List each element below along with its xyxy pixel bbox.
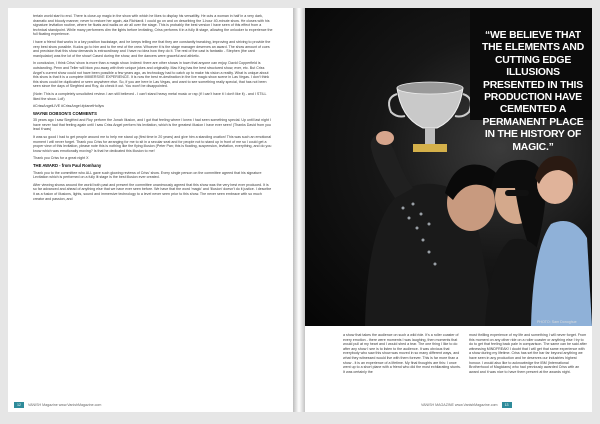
page-number: 12 xyxy=(14,402,24,408)
right-column-1 xyxy=(343,333,461,377)
magazine-spine xyxy=(293,8,305,412)
paragraph: It was so good I had to get people around me to help me stand up (first time in 20 years) and give him a standing ovation! This was such an emotional moment I will never forget. Thank you Criss for arranging for me to sit in a secular seat and for people not to stand up in front of me so I could get a proper view of this levitation, please note this is nothing like the flying illusion (Peter Pan; this is floating, suspension, levitation, everything, and do you know which was emotionally moving? Is that he dedicated this illusion to me! xyxy=(33,135,272,153)
left-footer xyxy=(14,402,101,408)
hashtags: #CrissAngelLIVE #CrissAngel #planetHollyw xyxy=(33,104,104,109)
footer-text: VANISH Magazine www.VanishMagazine.com xyxy=(28,403,102,407)
pull-quote: “WE BELIEVE THAT THE ELEMENTS AND CUTTING EDGE ILLUSIONS PRESENTED IN THIS PRODUCTION HAVE CEMENTED A PERMANENT PLACE IN THE HISTORY OF MAGIC.” xyxy=(481,30,585,153)
footer-text: VANISH MAGAZINE www.VanishMagazine.com xyxy=(421,403,498,407)
photo-criss-angel-trophy xyxy=(305,8,592,326)
paragraph: In conclusion, I think Criss' show is more than a magic show. Indeed: there are other shows in town that anyone can enjoy. David Copperfield is outstanding. Penn and Teller will blow you away with their unique jokes and originality. Mac King has the best structured show, ever, etc. But Criss Angel's current show could not have been possible a few years ago, as technology had to catch up to make his vision a reality. What is unique about this show is that it is a complete IMMERSIVE EXPERIENCE. It is now the best re-destination in the live magic show scene in Las Vegas. I don't think this show could be duplicated or seen anywhere else. So, if you are here in Las Vegas, and want to see something really special, that has not been seen since the days of Siegfried and Roy, do check it out. You won't be disappointed. xyxy=(33,61,270,89)
trophy-icon xyxy=(389,82,471,152)
paragraph: most thrilling experience of my life and something I will never forget. From this moment on any other ride on a roller coaster or anything else I try to do to get that feeling back pale in comparison. The same can be said after witnessing MINDFREAK! I doubt that I will get that same experience with a show during my lifetime. Criss has set the bar far beyond anything we have seen in any production and he deserves our industries highest honour. I would also like to acknowledge the IBM (International Brotherhood of Magicians) who had previously awarded Criss with an award and it was nice to have them present at the awards night. xyxy=(469,333,587,374)
left-page xyxy=(8,8,293,412)
right-footer xyxy=(421,402,515,408)
paragraph: Thank you to the committee who ALL gave such glowing reviews of Criss' show. Every single person on the committee agreed that his signature Levitation which is performed on a fully lit stage is the best illusion ever created. xyxy=(33,170,262,180)
right-column-2 xyxy=(469,333,587,377)
award-heading: THE AWARD - from Paul Romhany xyxy=(33,163,102,169)
paragraph: (Note: This is a completely unsolicited review. I am still believed - I can't stand heavy metal music or rap (if I can't have it I don't like it) - and I STILL liked the show. Lol!) xyxy=(33,91,267,101)
page-number: 13 xyxy=(502,402,512,408)
left-article-body xyxy=(33,14,273,204)
right-page xyxy=(305,8,592,412)
paragraph: After viewing shows around the world both past and present the committee unanimously agreed that this show was the very best ever produced. It is so far advanced and ahead of anything else that we have ever seen before. We have that the word 'magic' and 'illusion' doesn't do it justice. I describe it as a fusion of illusions, lights, sound and immersive technology to a level never seen prior to this show. The never seen embrace with so much creator and passion, and xyxy=(33,182,272,201)
paragraph: I have a friend that works in a key position backstage, and he keeps telling me that they are constantly tweaking, improving and striving to provide the very best show possible. Kudos go to him and to the rest of the crew. Whoever it is the stage manager deserves an award. The show amount of cues and precision that this show demands is extraordinary and I have no idea how they do it. The rest of the cast is fantastic - Stephen (the card manipulator) was the lot of the show! Cased during the show, and the dancers were graceful and athletic. xyxy=(33,39,271,58)
man-figure xyxy=(365,131,506,326)
child-figure xyxy=(531,156,592,326)
section-heading: WAYNE DOBSON'S COMMENTS xyxy=(33,110,97,116)
paragraph: a show that takes the audience on such a wild ride. It's a roller coaster of every emotion - there were moments I was laughing, then moments that would pull at my heart and I would shed a tear. The one thing I like to do after any show I see is to listen to the audience. It was obvious that everybody who saw this show was moved in so many different ways, and what they witnessed would live with them forever. This is far more than a show - it is an experience of a lifetime. My final thoughts are this: I once went up to a short plane with a friend who did the most exhilarating stunts. It was certainly the xyxy=(343,333,461,374)
photo-credit: PHOTO: Sam Donoghue xyxy=(537,320,577,324)
paragraph: Thank you Criss for a great night X xyxy=(33,156,89,161)
paragraph: tertain world start to end. There is close-up magic in the show with which he likes to display his versatility. He cuts a woman in half in a very dark, dramatic and bloody manner, never to restore her again, ala Richiardi. I could go on and on describing the 1-hour 40-minute show. He closes with his signature levitation routine, where he floats and walks on air all over the stage. This is probably the best version I have seen of this effect from a technical standpoint. While many performers dim the lights before levitating, Criss performs it in a fully lit stage, allowing the onlooker to experience the full floating experience. xyxy=(33,14,273,37)
paragraph: 35 years ago I saw Siegfried and Roy perform the Jonah Illusion, and I got that feeling where I knew I had seen something special. Up until last night I have never had that feeling again until I saw Criss Angel perform his levitation, which is the greatest illusion I have ever seen! (Thanks David from you lead it was) xyxy=(33,118,271,132)
